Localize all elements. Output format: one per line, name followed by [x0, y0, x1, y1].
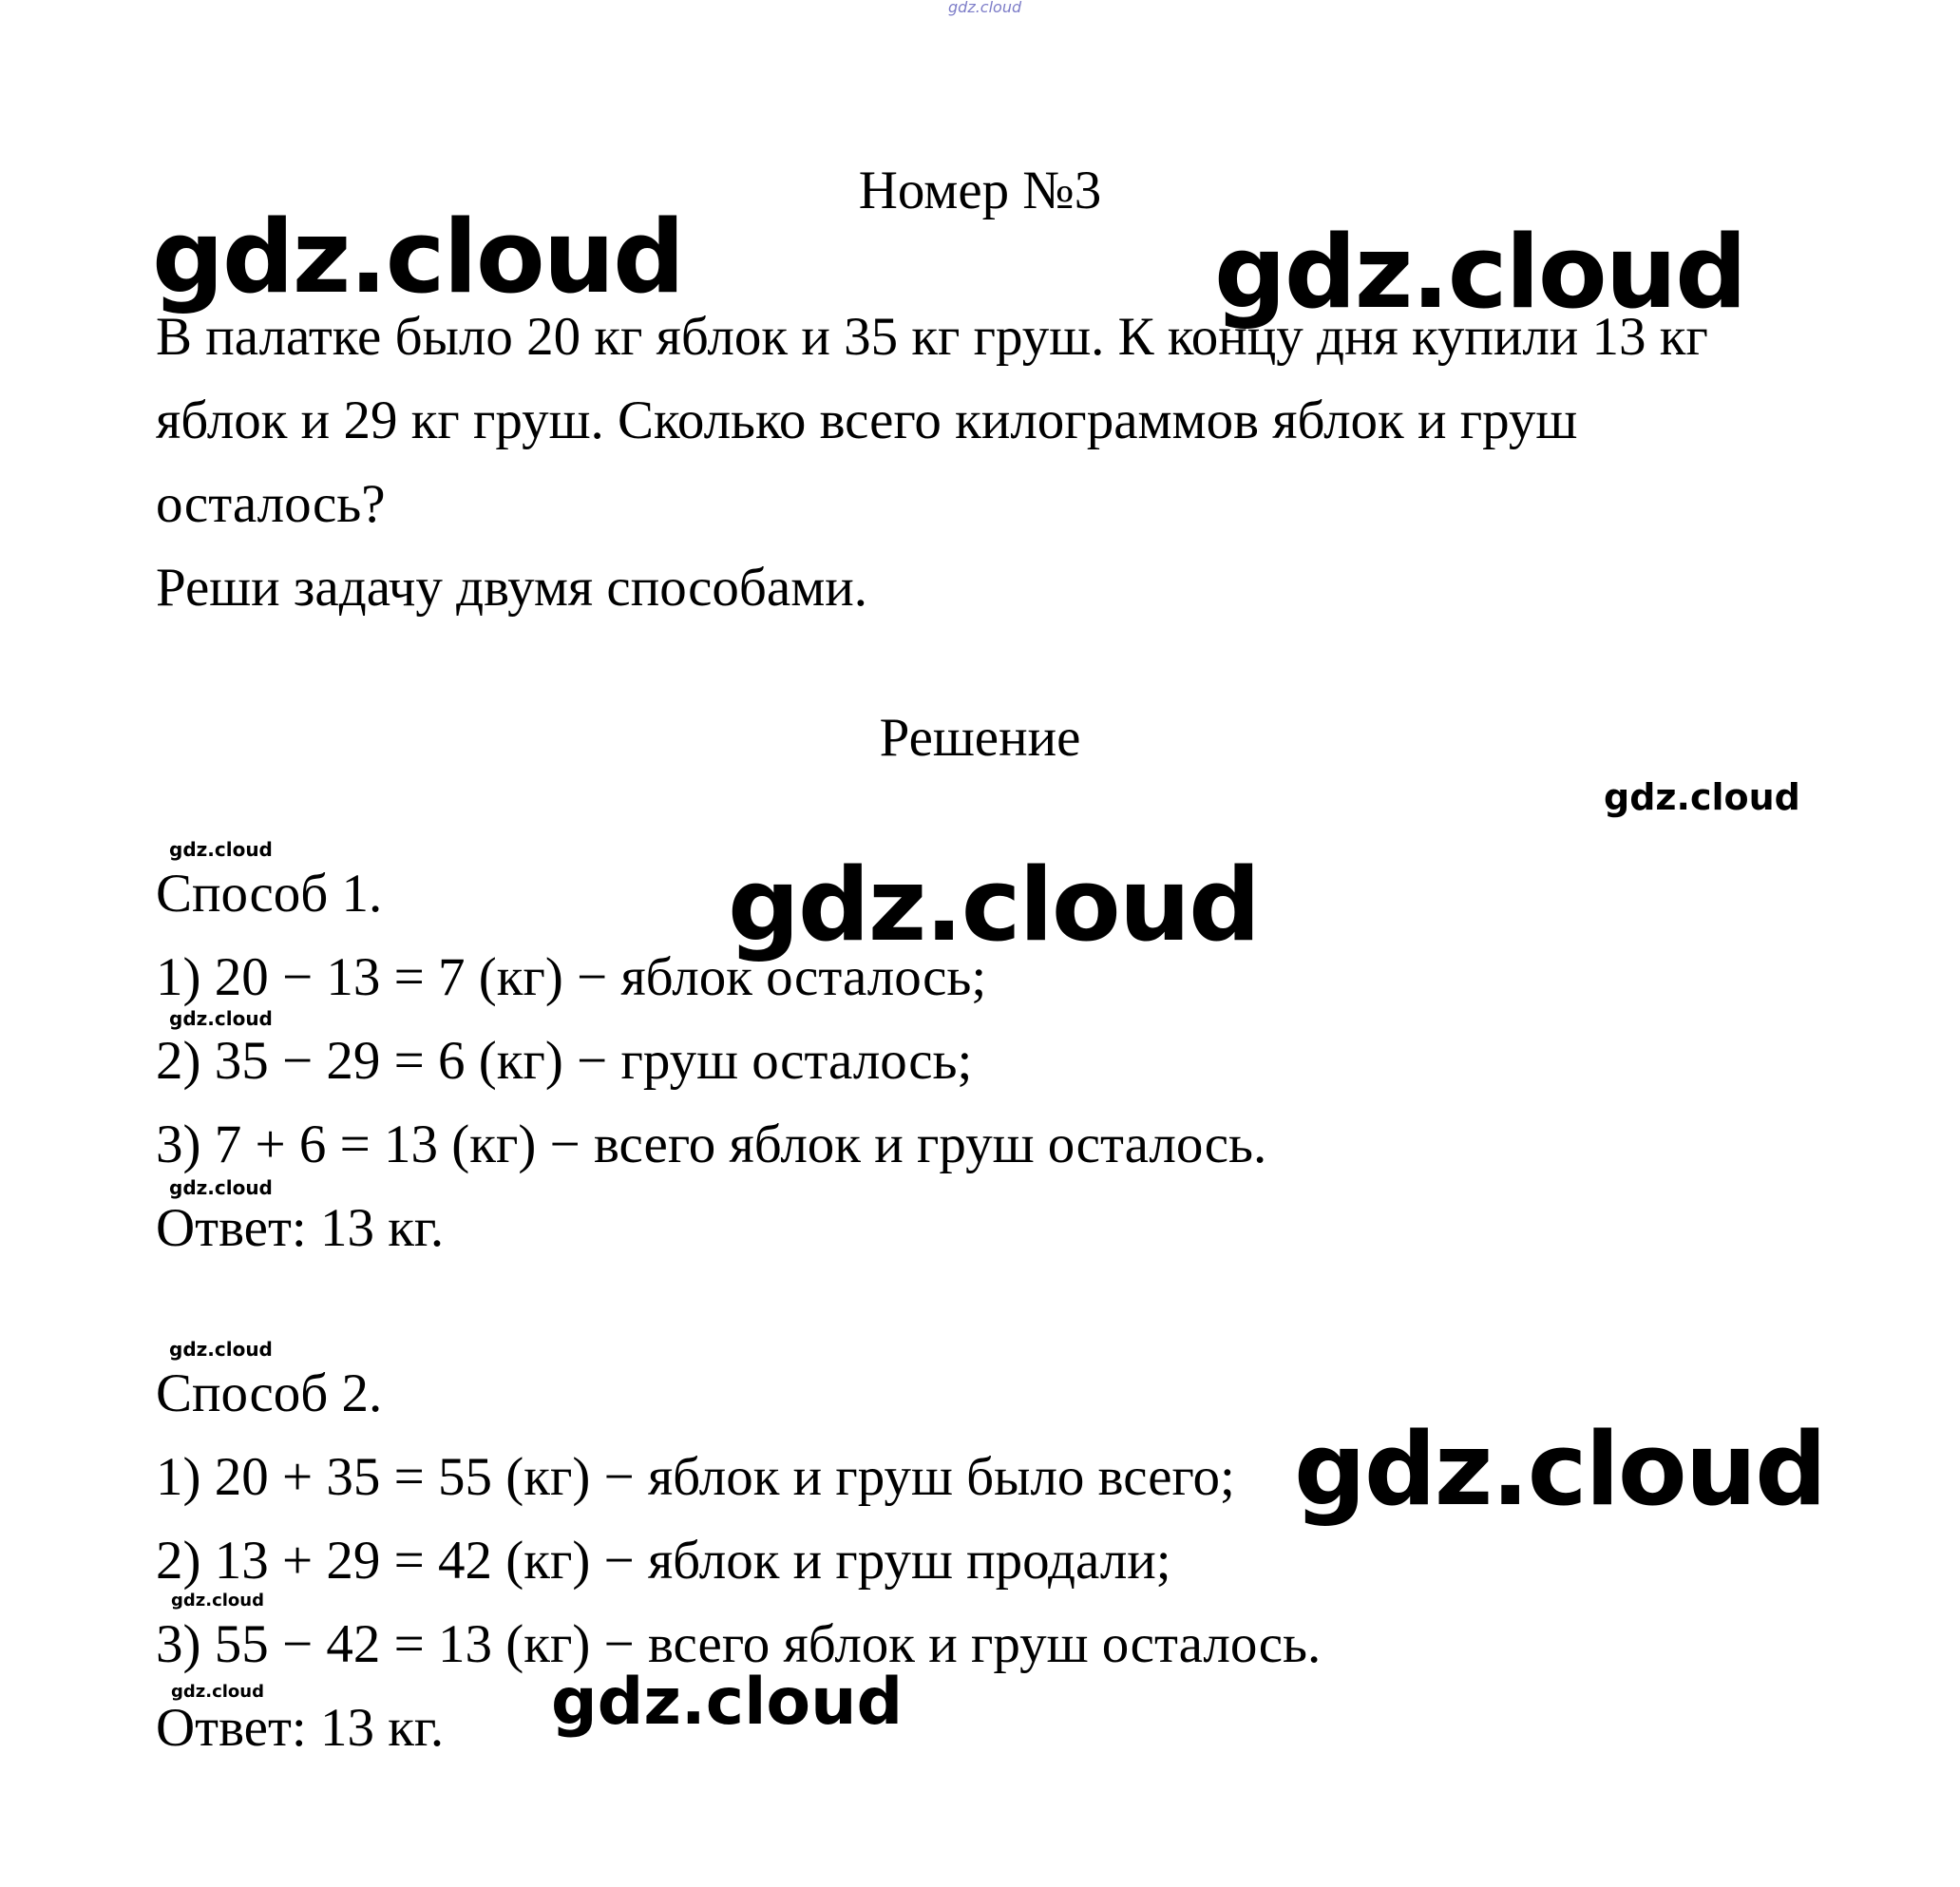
problem-line-3: осталось?: [156, 474, 386, 534]
method1-step-3: 3) 7 + 6 = 13 (кг) − всего яблок и груш осталось.: [156, 1115, 1267, 1174]
watermark-large-1: gdz.cloud: [152, 199, 684, 315]
watermark-large-5: gdz.cloud: [551, 1665, 904, 1740]
method2-title: Способ 2.: [156, 1363, 383, 1423]
watermark-small-5: gdz.cloud: [171, 1591, 264, 1611]
watermark-large-3: gdz.cloud: [728, 847, 1260, 963]
method2-step-3: 3) 55 − 42 = 13 (кг) − всего яблок и груш осталось.: [156, 1614, 1322, 1674]
method1-step-1: 1) 20 − 13 = 7 (кг) − яблок осталось;: [156, 947, 987, 1007]
watermark-small-3: gdz.cloud: [169, 1176, 273, 1199]
method2-answer: Ответ: 13 кг.: [156, 1698, 445, 1758]
watermark-top: gdz.cloud: [948, 0, 1022, 16]
method1-answer: Ответ: 13 кг.: [156, 1198, 445, 1258]
page-title: Номер №3: [858, 161, 1102, 220]
method2-step-1: 1) 20 + 35 = 55 (кг) − яблок и груш было всего;: [156, 1447, 1235, 1507]
solution-heading: Решение: [879, 708, 1081, 768]
watermark-small-2: gdz.cloud: [169, 1007, 273, 1030]
watermark-small-6: gdz.cloud: [171, 1682, 264, 1702]
watermark-large-2: gdz.cloud: [1214, 214, 1746, 331]
method1-step-2: 2) 35 − 29 = 6 (кг) − груш осталось;: [156, 1031, 973, 1091]
watermark-medium-1: gdz.cloud: [1604, 776, 1800, 818]
method2-step-2: 2) 13 + 29 = 42 (кг) − яблок и груш продали;: [156, 1531, 1171, 1591]
problem-task: Реши задачу двумя способами.: [156, 558, 868, 618]
watermark-small-4: gdz.cloud: [169, 1338, 273, 1361]
watermark-large-4: gdz.cloud: [1294, 1411, 1826, 1528]
method1-title: Способ 1.: [156, 864, 383, 924]
watermark-small-1: gdz.cloud: [169, 838, 273, 861]
problem-line-1: В палатке было 20 кг яблок и 35 кг груш. К концу дня купили 13 кг: [156, 307, 1708, 367]
problem-line-2: яблок и 29 кг груш. Сколько всего килограммов яблок и груш: [156, 391, 1578, 450]
